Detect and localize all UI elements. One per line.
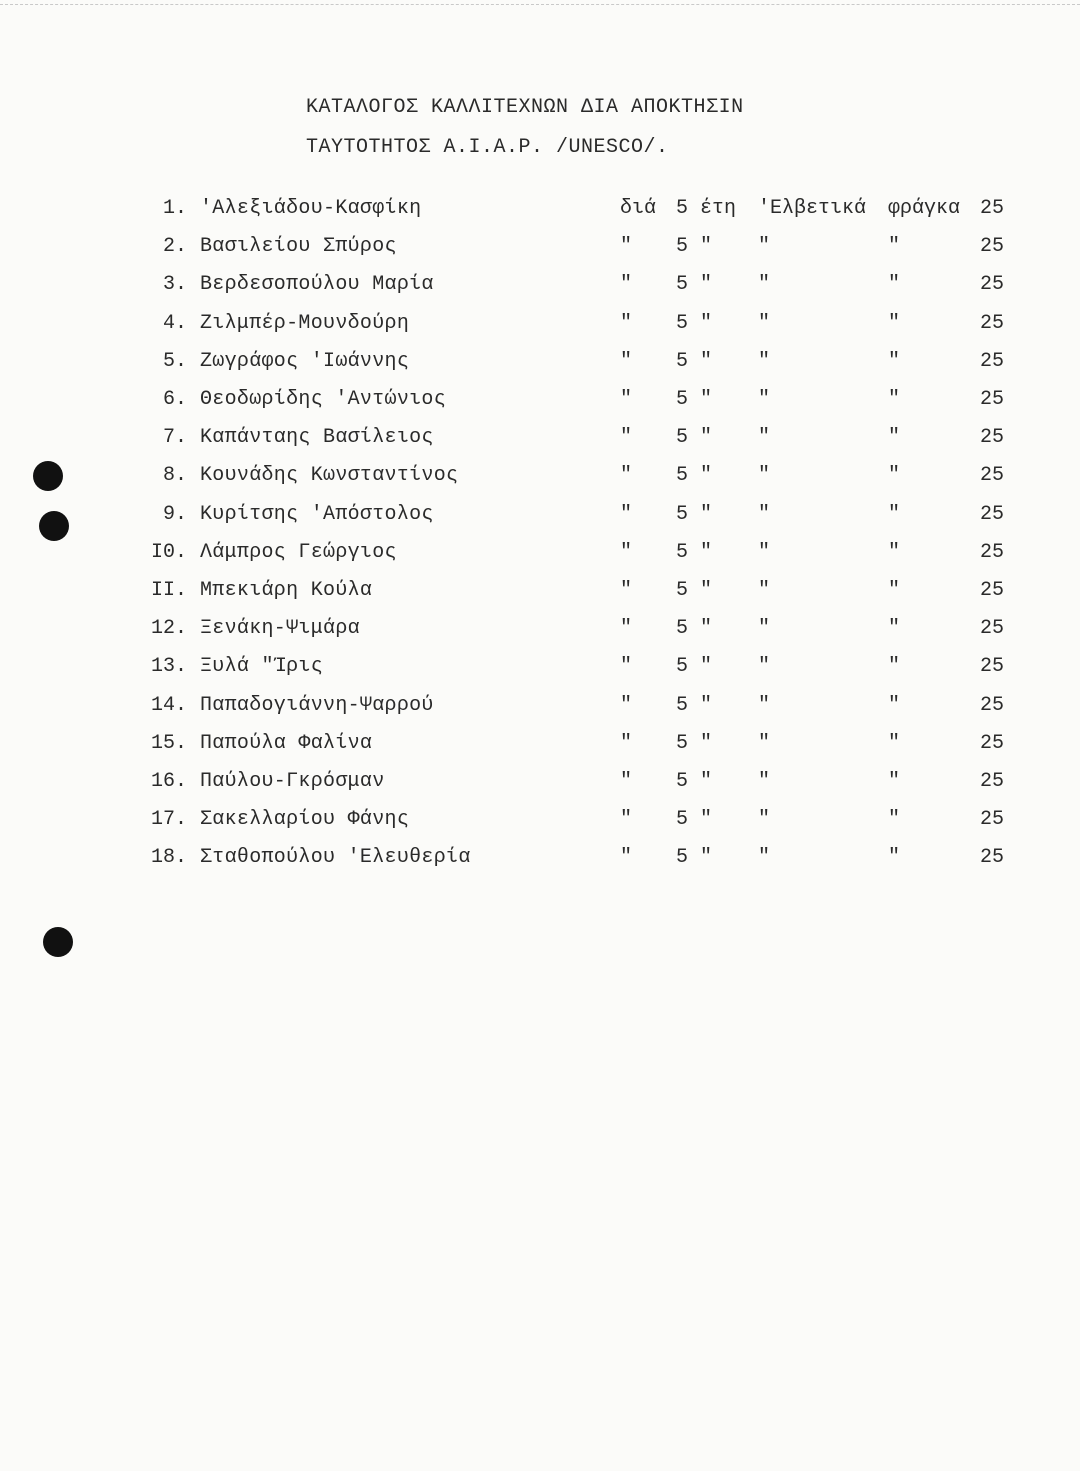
entry-amount: 25	[980, 693, 1005, 717]
entry-number: 2.	[162, 235, 187, 259]
entry-eti: "	[700, 579, 713, 602]
entry-years: 5	[676, 617, 689, 641]
artist-name: Παπούλα Φαλίνα	[200, 731, 373, 755]
document-title-line-1: ΚΑΤΑΛΟΓΟΣ ΚΑΛΛΙΤΕΧΝΩΝ ΔΙΑ ΑΠΟΚΤΗΣΙΝ	[306, 96, 744, 119]
entry-amount: 25	[980, 388, 1005, 411]
entry-years: 5	[676, 731, 689, 755]
entry-amount: 25	[980, 311, 1005, 335]
entry-number: 4.	[162, 311, 187, 335]
entry-dia: "	[620, 349, 633, 373]
entry-number: 13.	[150, 655, 187, 679]
list-item	[0, 388, 1080, 418]
entry-years: 5	[676, 349, 689, 373]
entry-currency: "	[758, 655, 771, 679]
list-item	[0, 503, 1080, 533]
entry-eti: "	[700, 655, 713, 679]
entry-number: 9.	[162, 502, 187, 526]
entry-years: 5	[676, 388, 689, 411]
entry-eti: "	[700, 770, 713, 793]
entry-number: Ι0.	[150, 540, 187, 564]
artist-name: Θεοδωρίδης 'Αντώνιος	[200, 388, 447, 411]
list-item	[0, 426, 1080, 456]
entry-number: 8.	[162, 464, 187, 488]
entry-dia: "	[620, 655, 633, 679]
entry-number: 16.	[150, 770, 187, 793]
entry-amount: 25	[980, 617, 1005, 641]
artist-name: Κουνάδης Κωνσταντίνος	[200, 464, 459, 488]
entry-years: 5	[676, 540, 689, 564]
entry-years: 5	[676, 502, 689, 526]
entry-francs: "	[888, 731, 901, 755]
entry-eti: "	[700, 540, 713, 564]
entry-eti: "	[700, 502, 713, 526]
entry-currency: 'Ελβετικά	[758, 197, 867, 220]
list-item	[0, 694, 1080, 724]
entry-currency: "	[758, 617, 771, 641]
entry-number: 5.	[162, 349, 187, 373]
entry-francs: φράγκα	[888, 197, 961, 220]
entry-eti: έτη	[700, 197, 737, 220]
entry-years: 5	[676, 311, 689, 335]
entry-francs: "	[888, 617, 901, 641]
entry-currency: "	[758, 770, 771, 793]
entry-currency: "	[758, 349, 771, 373]
punch-hole-bottom	[43, 927, 73, 957]
entry-currency: "	[758, 540, 771, 564]
artist-name: Λάμπρος Γεώργιος	[200, 540, 397, 564]
entry-dia: "	[620, 464, 633, 488]
entry-years: 5	[676, 770, 689, 793]
entry-amount: 25	[980, 846, 1005, 870]
entry-dia: "	[620, 731, 633, 755]
entry-dia: "	[620, 388, 633, 411]
entry-eti: "	[700, 846, 713, 870]
entry-number: 18.	[150, 846, 187, 870]
entry-dia: "	[620, 579, 633, 602]
entry-dia: διά	[620, 197, 657, 220]
entry-eti: "	[700, 808, 713, 832]
entry-years: 5	[676, 579, 689, 602]
entry-amount: 25	[980, 197, 1005, 220]
artist-name: Ζιλμπέρ-Μουνδούρη	[200, 311, 410, 335]
entry-amount: 25	[980, 235, 1005, 259]
entry-number: 3.	[162, 273, 187, 297]
artist-name: Μπεκιάρη Κούλα	[200, 579, 373, 602]
list-item	[0, 655, 1080, 685]
list-item	[0, 617, 1080, 647]
entry-eti: "	[700, 464, 713, 488]
entry-currency: "	[758, 579, 771, 602]
artist-name: Ξενάκη-Ψιμάρα	[200, 617, 360, 641]
list-item	[0, 770, 1080, 800]
list-item	[0, 579, 1080, 609]
entry-francs: "	[888, 426, 901, 450]
entry-amount: 25	[980, 579, 1005, 602]
entry-francs: "	[888, 464, 901, 488]
entry-francs: "	[888, 693, 901, 717]
entry-currency: "	[758, 808, 771, 832]
entry-currency: "	[758, 273, 771, 297]
entry-years: 5	[676, 655, 689, 679]
entry-currency: "	[758, 311, 771, 335]
entry-eti: "	[700, 693, 713, 717]
entry-dia: "	[620, 426, 633, 450]
list-item	[0, 197, 1080, 227]
entry-francs: "	[888, 540, 901, 564]
entry-francs: "	[888, 579, 901, 602]
entry-years: 5	[676, 693, 689, 717]
entry-currency: "	[758, 235, 771, 259]
entry-amount: 25	[980, 426, 1005, 450]
artist-name: Βερδεσοπούλου Μαρία	[200, 273, 434, 297]
entry-francs: "	[888, 808, 901, 832]
entry-francs: "	[888, 273, 901, 297]
entry-years: 5	[676, 464, 689, 488]
entry-years: 5	[676, 273, 689, 297]
entry-eti: "	[700, 426, 713, 450]
entry-francs: "	[888, 388, 901, 411]
entry-dia: "	[620, 617, 633, 641]
entry-amount: 25	[980, 273, 1005, 297]
entry-years: 5	[676, 808, 689, 832]
artist-name: Καπάνταης Βασίλειος	[200, 426, 434, 450]
entry-amount: 25	[980, 731, 1005, 755]
entry-amount: 25	[980, 464, 1005, 488]
entry-amount: 25	[980, 502, 1005, 526]
entry-years: 5	[676, 235, 689, 259]
entry-eti: "	[700, 349, 713, 373]
artist-name: Παπαδογιάννη-Ψαρρού	[200, 693, 434, 717]
document-title-line-2: ΤΑΥΤΟΤΗΤΟΣ Α.Ι.Α.Ρ. /UNESCO/.	[306, 136, 669, 159]
entry-eti: "	[700, 388, 713, 411]
list-item	[0, 541, 1080, 571]
list-item	[0, 808, 1080, 838]
entry-amount: 25	[980, 655, 1005, 679]
entry-years: 5	[676, 197, 689, 220]
entry-eti: "	[700, 731, 713, 755]
artist-name: 'Αλεξιάδου-Κασφίκη	[200, 197, 422, 220]
entry-number: 14.	[150, 693, 187, 717]
entry-eti: "	[700, 273, 713, 297]
entry-francs: "	[888, 349, 901, 373]
entry-dia: "	[620, 235, 633, 259]
entry-years: 5	[676, 846, 689, 870]
entry-eti: "	[700, 311, 713, 335]
entry-number: 7.	[162, 426, 187, 450]
entry-francs: "	[888, 311, 901, 335]
entry-currency: "	[758, 693, 771, 717]
entry-dia: "	[620, 273, 633, 297]
entry-currency: "	[758, 502, 771, 526]
entry-number: 12.	[150, 617, 187, 641]
entry-dia: "	[620, 502, 633, 526]
entry-eti: "	[700, 617, 713, 641]
entry-dia: "	[620, 540, 633, 564]
entry-currency: "	[758, 426, 771, 450]
entry-dia: "	[620, 770, 633, 793]
list-item	[0, 235, 1080, 265]
artist-name: Βασιλείου Σπύρος	[200, 235, 397, 259]
artist-name: Κυρίτσης 'Απόστολος	[200, 502, 434, 526]
entry-number: ΙΙ.	[150, 579, 187, 602]
entry-eti: "	[700, 235, 713, 259]
entry-francs: "	[888, 846, 901, 870]
entry-francs: "	[888, 235, 901, 259]
entry-amount: 25	[980, 540, 1005, 564]
entry-francs: "	[888, 770, 901, 793]
entry-francs: "	[888, 502, 901, 526]
list-item	[0, 464, 1080, 494]
artist-name: Σακελλαρίου Φάνης	[200, 808, 410, 832]
entry-currency: "	[758, 731, 771, 755]
entry-number: 15.	[150, 731, 187, 755]
list-item	[0, 273, 1080, 303]
entry-dia: "	[620, 311, 633, 335]
entry-amount: 25	[980, 770, 1005, 793]
artist-name: Ζωγράφος 'Ιωάννης	[200, 349, 410, 373]
entry-currency: "	[758, 464, 771, 488]
entry-amount: 25	[980, 349, 1005, 373]
page-edge-rule	[0, 4, 1080, 5]
entry-number: 1.	[162, 197, 187, 220]
list-item	[0, 350, 1080, 380]
entry-currency: "	[758, 388, 771, 411]
entry-dia: "	[620, 808, 633, 832]
artist-name: Σταθοπούλου 'Ελευθερία	[200, 846, 471, 870]
entry-francs: "	[888, 655, 901, 679]
list-item	[0, 846, 1080, 876]
list-item	[0, 732, 1080, 762]
entry-amount: 25	[980, 808, 1005, 832]
entry-number: 17.	[150, 808, 187, 832]
entry-dia: "	[620, 693, 633, 717]
entry-currency: "	[758, 846, 771, 870]
entry-years: 5	[676, 426, 689, 450]
list-item	[0, 312, 1080, 342]
artist-name: Παύλου-Γκρόσμαν	[200, 770, 385, 793]
entry-number: 6.	[162, 388, 187, 411]
entry-dia: "	[620, 846, 633, 870]
artist-name: Ξυλά "Ίρις	[200, 655, 324, 679]
